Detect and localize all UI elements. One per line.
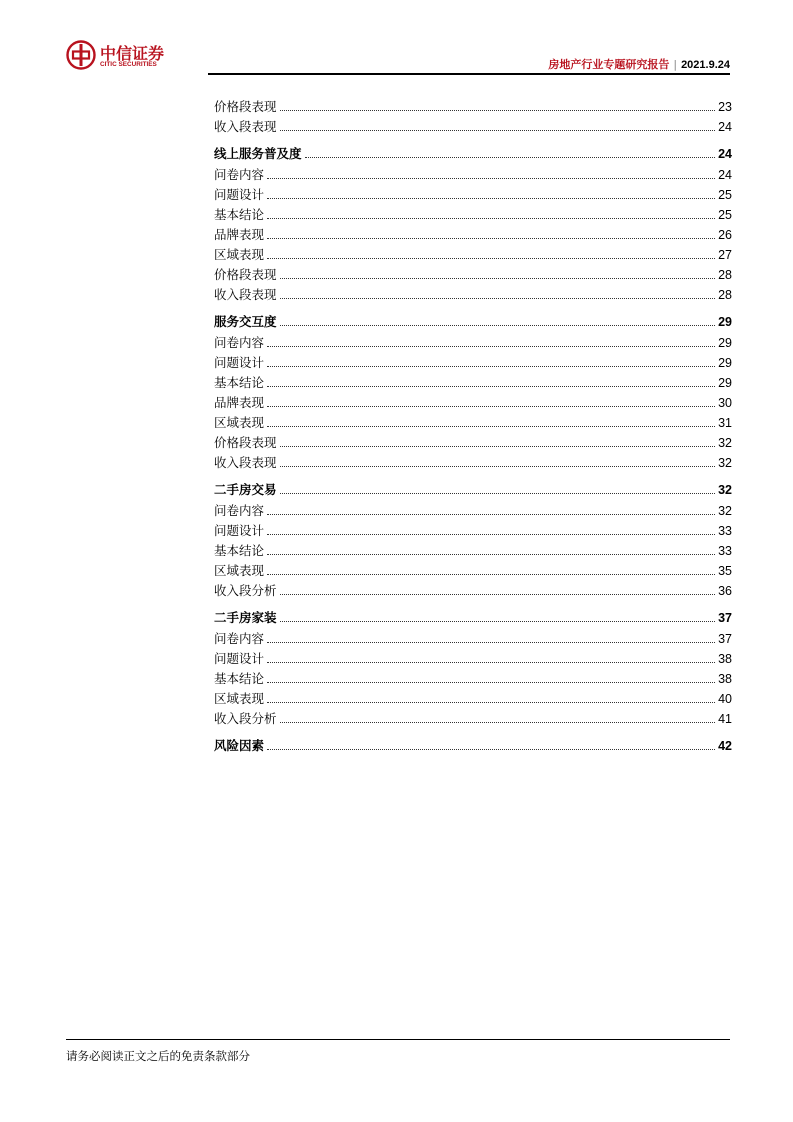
toc-entry-page: 33 bbox=[718, 544, 732, 558]
toc-dot-leader bbox=[267, 641, 715, 643]
toc-entry[interactable] bbox=[214, 581, 732, 599]
footer-divider bbox=[66, 1039, 730, 1040]
toc-entry-label: 风险因素 bbox=[214, 738, 265, 753]
toc-entry-label: 问卷内容 bbox=[214, 503, 265, 518]
toc-entry[interactable] bbox=[214, 689, 732, 707]
toc-dot-leader bbox=[267, 573, 715, 575]
toc-entry-label: 问题设计 bbox=[214, 651, 265, 666]
toc-entry[interactable] bbox=[214, 265, 732, 283]
report-title: 房地产行业专题研究报告 bbox=[548, 58, 670, 71]
toc-dot-leader bbox=[280, 492, 716, 494]
toc-entry-page: 42 bbox=[718, 739, 732, 753]
toc-dot-leader bbox=[267, 257, 715, 259]
toc-dot-leader bbox=[267, 425, 715, 427]
toc-entry-page: 32 bbox=[718, 436, 732, 450]
toc-entry-label: 问卷内容 bbox=[214, 335, 265, 350]
report-date: 2021.9.24 bbox=[681, 59, 730, 71]
toc-entry[interactable] bbox=[214, 669, 732, 687]
toc-section-entry[interactable] bbox=[214, 144, 732, 162]
toc-dot-leader bbox=[305, 156, 716, 158]
toc-dot-leader bbox=[267, 553, 715, 555]
toc-dot-leader bbox=[280, 109, 716, 111]
toc-dot-leader bbox=[267, 661, 715, 663]
toc-entry[interactable] bbox=[214, 521, 732, 539]
toc-section-entry[interactable] bbox=[214, 736, 732, 754]
toc-dot-leader bbox=[280, 324, 716, 326]
toc-entry-page: 29 bbox=[718, 376, 732, 390]
toc-entry-label: 基本结论 bbox=[214, 207, 265, 222]
toc-entry-page: 40 bbox=[718, 692, 732, 706]
toc-entry[interactable] bbox=[214, 225, 732, 243]
toc-entry-page: 38 bbox=[718, 652, 732, 666]
toc-dot-leader bbox=[267, 345, 715, 347]
toc-entry-label: 区域表现 bbox=[214, 563, 265, 578]
toc-dot-leader bbox=[267, 405, 715, 407]
toc-dot-leader bbox=[280, 277, 716, 279]
toc-entry-page: 38 bbox=[718, 672, 732, 686]
toc-dot-leader bbox=[280, 620, 716, 622]
toc-entry-label: 基本结论 bbox=[214, 671, 265, 686]
toc-entry-label: 问题设计 bbox=[214, 355, 265, 370]
toc-dot-leader bbox=[280, 129, 716, 131]
toc-dot-leader bbox=[267, 385, 715, 387]
toc-entry-label: 收入段表现 bbox=[214, 287, 277, 302]
toc-entry-label: 价格段表现 bbox=[214, 267, 277, 282]
toc-entry-page: 33 bbox=[718, 524, 732, 538]
toc-entry[interactable] bbox=[214, 333, 732, 351]
toc-section-entry[interactable] bbox=[214, 312, 732, 330]
toc-dot-leader bbox=[280, 593, 716, 595]
toc-entry-label: 价格段表现 bbox=[214, 99, 277, 114]
toc-entry[interactable] bbox=[214, 97, 732, 115]
toc-entry-label: 品牌表现 bbox=[214, 227, 265, 242]
toc-entry-label: 区域表现 bbox=[214, 415, 265, 430]
toc-entry[interactable] bbox=[214, 205, 732, 223]
toc-entry[interactable] bbox=[214, 165, 732, 183]
toc-entry-page: 36 bbox=[718, 584, 732, 598]
toc-entry-page: 41 bbox=[718, 712, 732, 726]
logo-english-name: CITIC SECURITIES bbox=[100, 61, 157, 68]
toc-entry-label: 收入段表现 bbox=[214, 119, 277, 134]
toc-dot-leader bbox=[267, 681, 715, 683]
toc-entry-label: 品牌表现 bbox=[214, 395, 265, 410]
toc-entry-page: 25 bbox=[718, 188, 732, 202]
toc-dot-leader bbox=[267, 237, 715, 239]
toc-entry-label: 价格段表现 bbox=[214, 435, 277, 450]
toc-dot-leader bbox=[280, 721, 716, 723]
toc-entry-page: 26 bbox=[718, 228, 732, 242]
toc-entry[interactable] bbox=[214, 541, 732, 559]
toc-entry-label: 问卷内容 bbox=[214, 167, 265, 182]
logo-chinese-name: 中信证券 bbox=[100, 44, 165, 63]
toc-dot-leader bbox=[267, 197, 715, 199]
header-separator: | bbox=[673, 58, 678, 71]
toc-entry-page: 24 bbox=[718, 147, 732, 161]
toc-dot-leader bbox=[267, 365, 715, 367]
toc-entry-label: 问题设计 bbox=[214, 523, 265, 538]
toc-entry-page: 35 bbox=[718, 564, 732, 578]
toc-entry-page: 37 bbox=[718, 611, 732, 625]
toc-entry-label: 二手房交易 bbox=[214, 482, 277, 497]
toc-entry-page: 32 bbox=[718, 483, 732, 497]
toc-entry-page: 29 bbox=[718, 336, 732, 350]
toc-entry[interactable] bbox=[214, 413, 732, 431]
toc-entry[interactable] bbox=[214, 433, 732, 451]
toc-entry[interactable] bbox=[214, 353, 732, 371]
toc-entry-label: 线上服务普及度 bbox=[214, 146, 302, 161]
toc-entry-page: 32 bbox=[718, 504, 732, 518]
toc-dot-leader bbox=[280, 465, 716, 467]
toc-entry-page: 28 bbox=[718, 268, 732, 282]
toc-section-entry[interactable] bbox=[214, 480, 732, 498]
toc-entry-page: 29 bbox=[718, 356, 732, 370]
toc-entry-page: 31 bbox=[718, 416, 732, 430]
toc-entry-page: 23 bbox=[718, 100, 732, 114]
toc-entry[interactable] bbox=[214, 709, 732, 727]
report-header bbox=[548, 56, 730, 72]
toc-dot-leader bbox=[267, 533, 715, 535]
toc-entry[interactable] bbox=[214, 373, 732, 391]
citic-logo-icon bbox=[66, 40, 96, 70]
toc-dot-leader bbox=[280, 445, 716, 447]
toc-section-entry[interactable] bbox=[214, 608, 732, 626]
toc-entry-page: 24 bbox=[718, 168, 732, 182]
toc-entry-page: 27 bbox=[718, 248, 732, 262]
toc-entry-label: 二手房家装 bbox=[214, 610, 277, 625]
toc-entry-label: 区域表现 bbox=[214, 691, 265, 706]
toc-entry[interactable] bbox=[214, 117, 732, 135]
toc-entry-label: 服务交互度 bbox=[214, 314, 277, 329]
toc-entry-page: 37 bbox=[718, 632, 732, 646]
toc-entry-label: 收入段分析 bbox=[214, 711, 277, 726]
toc-entry[interactable] bbox=[214, 245, 732, 263]
toc-dot-leader bbox=[267, 701, 715, 703]
toc-entry[interactable] bbox=[214, 501, 732, 519]
toc-entry-page: 32 bbox=[718, 456, 732, 470]
toc-entry-page: 30 bbox=[718, 396, 732, 410]
toc-dot-leader bbox=[267, 748, 715, 750]
toc-entry-label: 问卷内容 bbox=[214, 631, 265, 646]
toc-dot-leader bbox=[267, 217, 715, 219]
toc-entry[interactable] bbox=[214, 561, 732, 579]
toc-entry-page: 24 bbox=[718, 120, 732, 134]
toc-entry-page: 25 bbox=[718, 208, 732, 222]
toc-dot-leader bbox=[280, 297, 716, 299]
toc-entry[interactable] bbox=[214, 649, 732, 667]
citic-logo bbox=[66, 40, 186, 74]
toc-entry-label: 基本结论 bbox=[214, 543, 265, 558]
toc-entry-label: 基本结论 bbox=[214, 375, 265, 390]
toc-entry-label: 问题设计 bbox=[214, 187, 265, 202]
toc-entry-label: 收入段分析 bbox=[214, 583, 277, 598]
footer-disclaimer: 请务必阅读正文之后的免责条款部分 bbox=[66, 1049, 250, 1063]
toc-entry[interactable] bbox=[214, 185, 732, 203]
toc-entry-page: 29 bbox=[718, 315, 732, 329]
toc-entry-label: 区域表现 bbox=[214, 247, 265, 262]
toc-entry-label: 收入段表现 bbox=[214, 455, 277, 470]
toc-entry[interactable] bbox=[214, 393, 732, 411]
header-divider bbox=[208, 73, 730, 75]
toc-entry[interactable] bbox=[214, 285, 732, 303]
toc-entry[interactable] bbox=[214, 453, 732, 471]
toc-dot-leader bbox=[267, 513, 715, 515]
toc-entry-page: 28 bbox=[718, 288, 732, 302]
toc-entry[interactable] bbox=[214, 629, 732, 647]
toc-dot-leader bbox=[267, 177, 715, 179]
